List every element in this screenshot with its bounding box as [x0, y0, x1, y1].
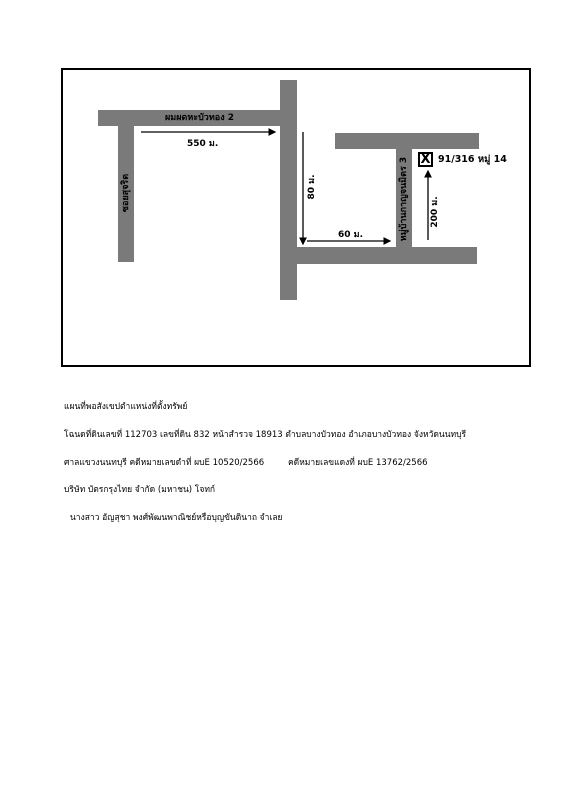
distance-550-label: 550 ม. [187, 139, 219, 149]
location-map [61, 68, 531, 367]
property-address-label: 91/316 หมู่ 14 [438, 154, 507, 165]
distance-200-label: 200 ม. [430, 196, 440, 228]
caption-court-red: คดีหมายเลขแดงที่ ผบE 13762/2566 [288, 458, 428, 468]
road-label-left: ซอยสุจริต [121, 173, 131, 213]
caption-title: แผนที่พอสังเขปตำแหน่งที่ตั้งทรัพย์ [64, 402, 188, 412]
distance-60-label: 60 ม. [338, 230, 364, 240]
caption-deed: โฉนดที่ดินเลขที่ 112703 เลขที่ดิน 832 หน้าสำรวจ 18913 ตำบลบางบัวทอง อำเภอบางบัวทอง จังหวัดนนทบุรี [64, 430, 467, 440]
road-label-village: หมู่บ้านกาญจนมิตร 3 [399, 156, 409, 242]
road-label-top: ผมผดหะบัวทอง 2 [165, 113, 234, 123]
caption-defendant: นางสาว อัญสุชา พงศ์พัฒนพาณิชย์หรือบุญขันดินาถ จำเลย [70, 513, 283, 523]
caption-court-black: ศาลแขวงนนทบุรี คดีหมายเลขดำที่ ผบE 10520/2566 [64, 458, 265, 468]
property-marker-icon: X [418, 152, 433, 167]
caption-plaintiff: บริษัท บัตรกรุงไทย จำกัด (มหาชน) โจทก์ [64, 485, 216, 495]
distance-80-label: 80 ม. [307, 174, 317, 200]
direction-arrows [63, 70, 531, 367]
